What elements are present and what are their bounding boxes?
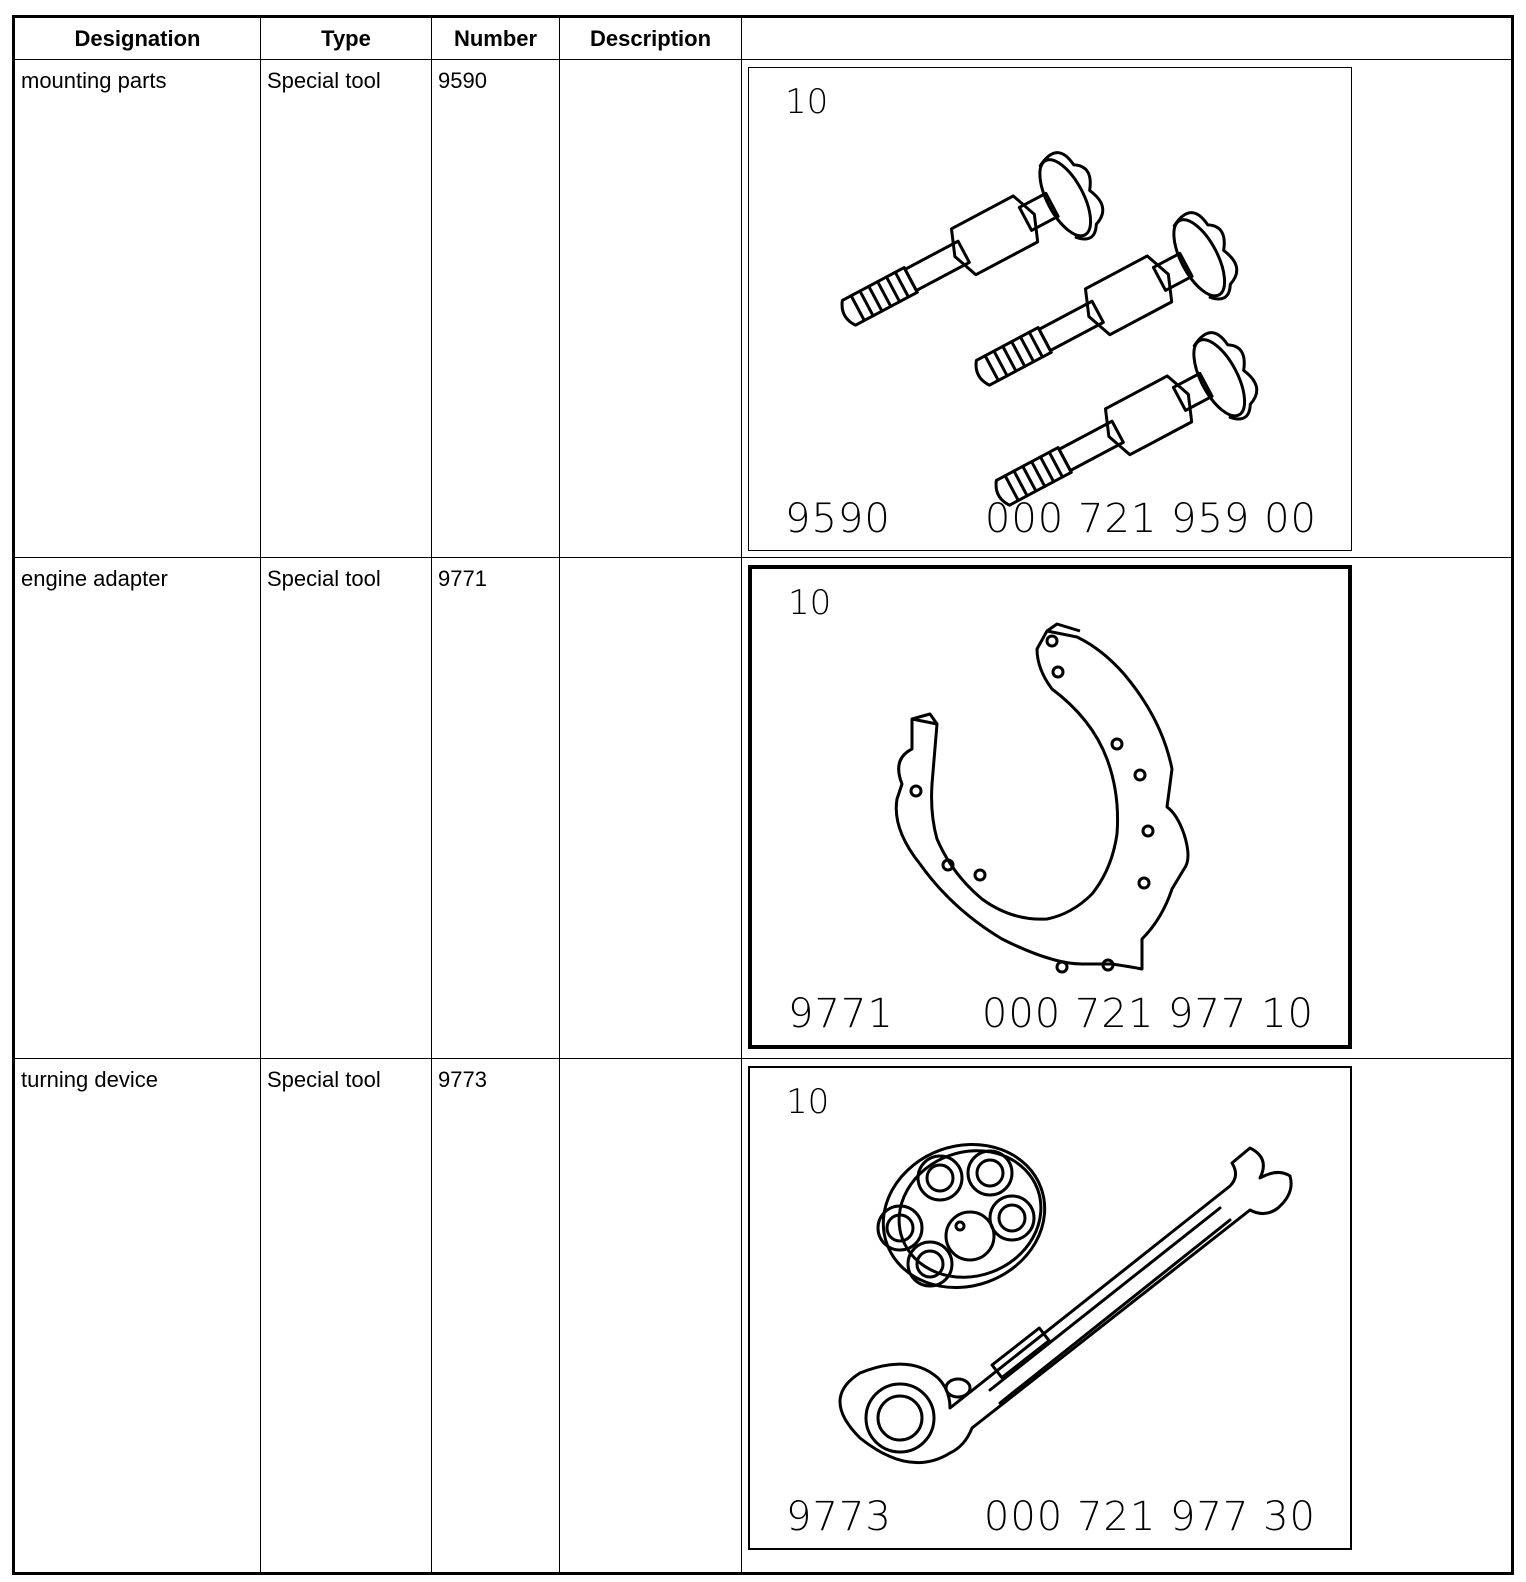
row-3-number: 9773 (432, 1059, 560, 1572)
figure-part-number: 000 721 977 30 (983, 1494, 1316, 1540)
figure-quantity: 10 (785, 82, 829, 122)
figure-turning-device (748, 1066, 1352, 1550)
header-description: Description (560, 18, 742, 60)
mounting-bolts-drawing-icon (749, 68, 1353, 552)
row-2-type: Special tool (261, 558, 432, 1059)
figure-engine-adapter (748, 565, 1352, 1049)
figure-tool-number: 9771 (788, 991, 894, 1037)
figure-part-number: 000 721 977 10 (981, 991, 1314, 1037)
row-1-image-cell (742, 60, 1511, 558)
engine-adapter-drawing-icon (752, 569, 1348, 1045)
header-type: Type (261, 18, 432, 60)
row-3-image-cell (742, 1059, 1511, 1572)
row-1-description (560, 60, 742, 558)
row-2-number: 9771 (432, 558, 560, 1059)
header-designation: Designation (15, 18, 261, 60)
figure-quantity: 10 (786, 1082, 830, 1122)
row-1-number: 9590 (432, 60, 560, 558)
row-2-description (560, 558, 742, 1059)
special-tools-table (12, 15, 1514, 1575)
header-image (742, 18, 1511, 60)
figure-part-number: 000 721 959 00 (984, 496, 1317, 542)
row-2-designation: engine adapter (15, 558, 261, 1059)
row-3-description (560, 1059, 742, 1572)
row-2-image-cell (742, 558, 1511, 1059)
row-3-designation: turning device (15, 1059, 261, 1572)
figure-mounting-parts (748, 67, 1352, 551)
row-1-type: Special tool (261, 60, 432, 558)
figure-tool-number: 9590 (785, 496, 891, 542)
figure-quantity: 10 (788, 583, 832, 623)
row-3-type: Special tool (261, 1059, 432, 1572)
header-number: Number (432, 18, 560, 60)
figure-tool-number: 9773 (786, 1494, 892, 1540)
turning-device-drawing-icon (750, 1068, 1354, 1552)
row-1-designation: mounting parts (15, 60, 261, 558)
